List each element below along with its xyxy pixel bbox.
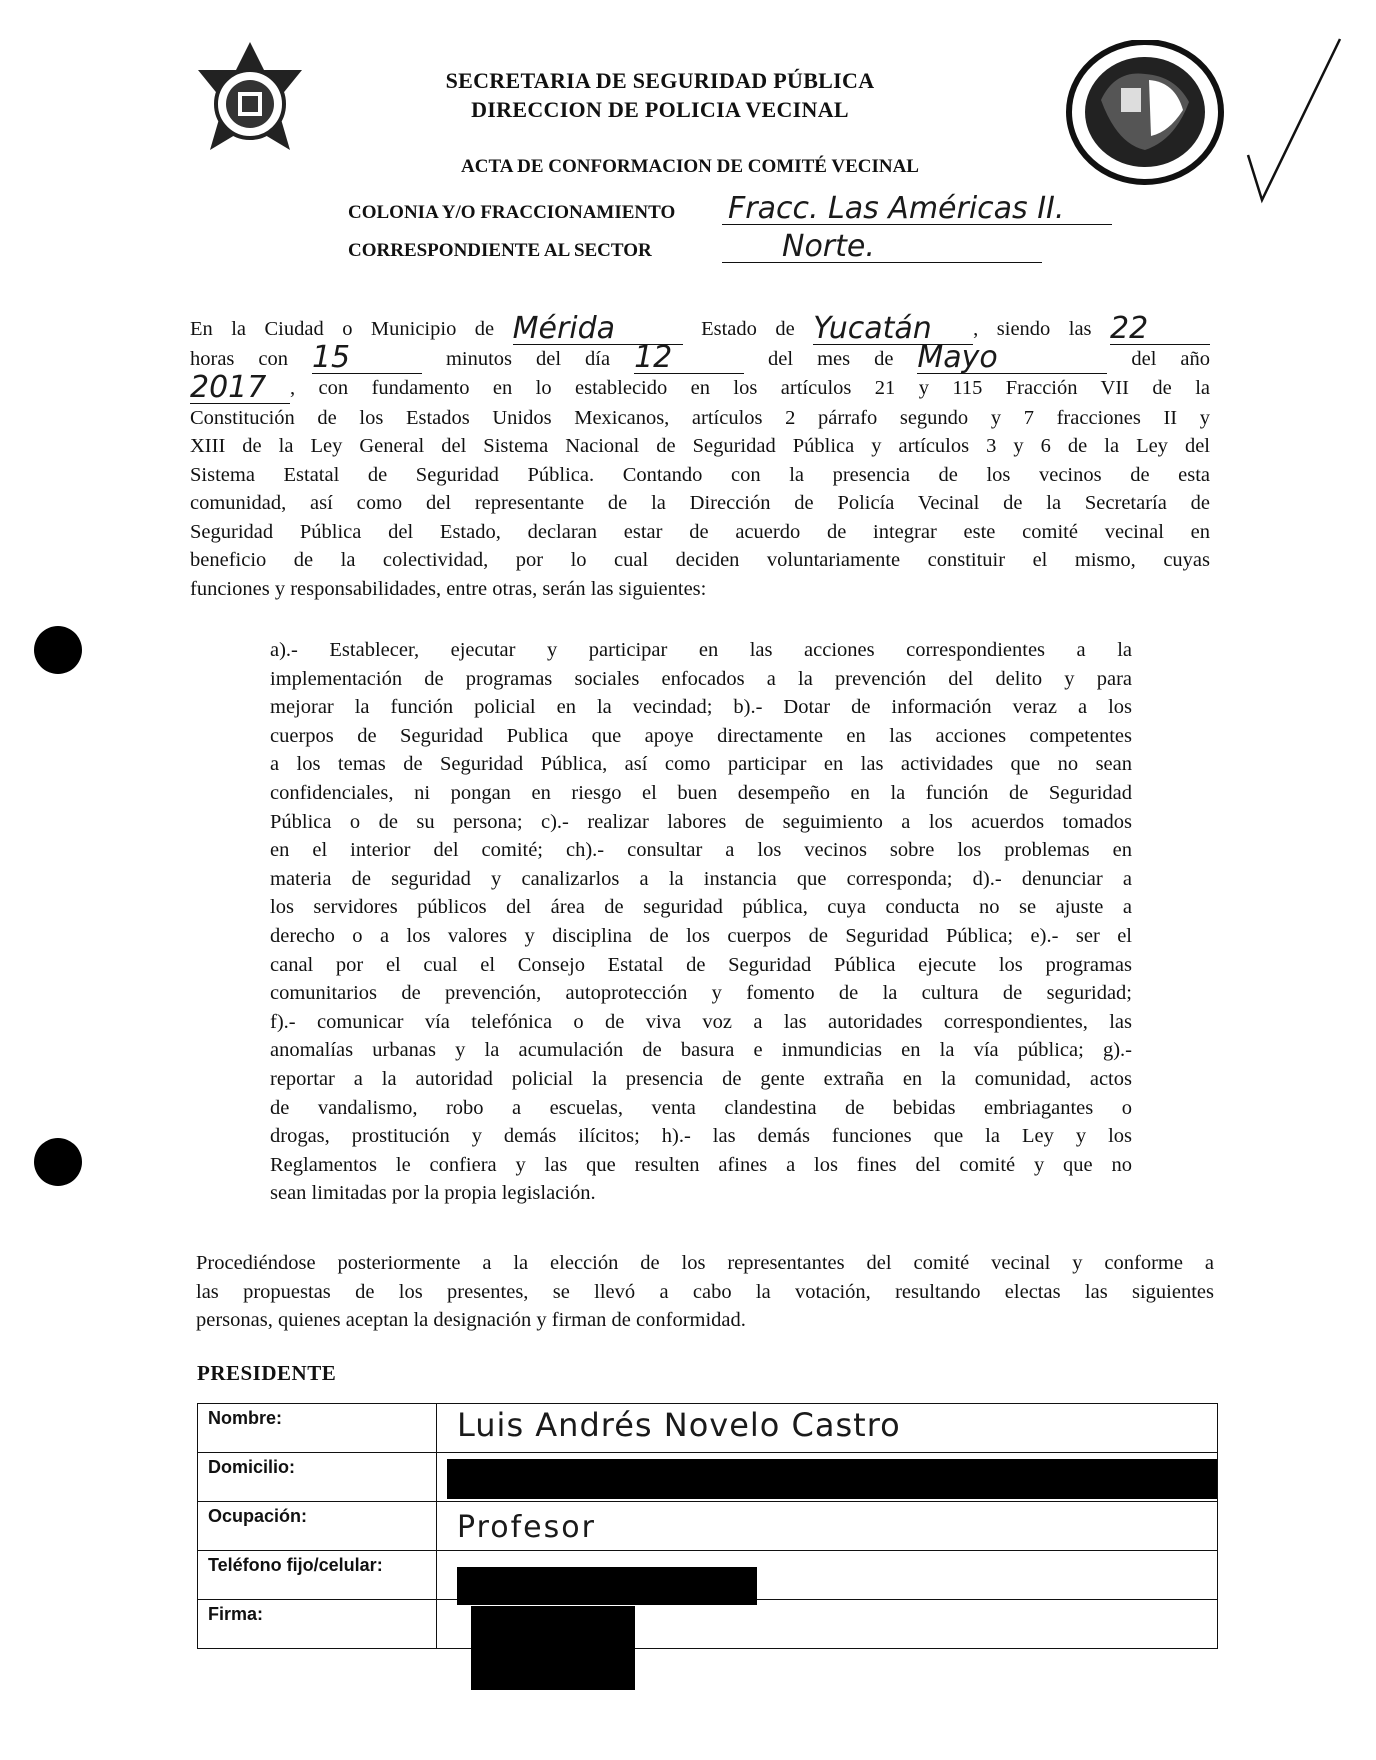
functions-line: de vandalismo, robo a escuelas, venta clandestina de bebidas embriagantes o [270, 1096, 1132, 1119]
telefono-label: Teléfono fijo/celular: [198, 1551, 437, 1600]
nombre-value: Luis Andrés Novelo Castro [457, 1406, 901, 1444]
table-row [198, 1404, 1218, 1453]
nombre-value-cell [437, 1404, 1218, 1453]
dia-field: 12 [634, 345, 744, 375]
domicilio-redaction [447, 1459, 1217, 1499]
functions-line: derecho o a los valores y disciplina de los cuerpos de Seguridad Pública; e).- ser el [270, 924, 1132, 947]
intro-text-line: funciones y responsabilidades, entre otras, serán las siguientes: [190, 577, 707, 600]
functions-line: a).- Establecer, ejecutar y participar en las acciones correspondientes a la [270, 639, 1132, 661]
police-star-logo [190, 40, 310, 180]
municipio-field: Mérida [513, 315, 683, 345]
functions-line: comunitarios de prevención, autoprotección y fomento de la cultura de seguridad; [270, 982, 1132, 1005]
intro-text-line: comunidad, así como del representante de la Dirección de Policía Vecinal de la Secretaría de [190, 492, 1210, 514]
functions-line: sean limitadas por la propia legislación. [270, 1182, 596, 1205]
table-row [198, 1502, 1218, 1551]
intro-text-line: Constitución de los Estados Unidos Mexicanos, artículos 2 párrafo segundo y 7 fracciones II y [190, 406, 1210, 429]
functions-line: reportar a la autoridad policial la presencia de gente extraña en la comunidad, actos [270, 1067, 1132, 1090]
election-paragraph [196, 1249, 1214, 1335]
mes-field: Mayo [917, 345, 1107, 375]
firma-value-cell [437, 1600, 1218, 1649]
sector-field [722, 228, 1042, 263]
firma-label: Firma: [198, 1600, 437, 1649]
telefono-value-cell [437, 1551, 1218, 1600]
functions-paragraph [270, 636, 1132, 1208]
functions-line: confidenciales, ni pongan en riesgo el buen desempeño en la función de Seguridad [270, 781, 1132, 804]
functions-line: implementación de programas sociales enfocados a la prevención del delito y para [270, 667, 1132, 690]
president-heading: PRESIDENTE [197, 1361, 337, 1385]
domicilio-value-cell [437, 1453, 1218, 1502]
intro-text-line: XIII de la Ley General del Sistema Nacional de Seguridad Pública y artículos 3 y 6 de la Ley del [190, 435, 1210, 457]
functions-line: materia de seguridad y canalizarlos a la instancia que corresponda; d).- denunciar a [270, 867, 1132, 890]
intro-text-line: Sistema Estatal de Seguridad Pública. Contando con la presencia de los vecinos de esta [190, 463, 1210, 486]
intro-text-line: Seguridad Pública del Estado, declaran estar de acuerdo de integrar este comité vecinal en [190, 520, 1210, 543]
functions-line: canal por el cual el Consejo Estatal de Seguridad Pública ejecute los programas [270, 953, 1132, 976]
check-mark-icon [1240, 35, 1350, 205]
functions-line: los servidores públicos del área de seguridad pública, cuya conducta no se ajuste a [270, 896, 1132, 919]
ocupacion-value-cell [437, 1502, 1218, 1551]
ocupacion-label: Ocupación: [198, 1502, 437, 1551]
firma-redaction [471, 1606, 635, 1690]
colonia-label: COLONIA Y/O FRACCIONAMIENTO [348, 202, 676, 223]
domicilio-label: Domicilio: [198, 1453, 437, 1502]
horas-field: 22 [1110, 315, 1210, 345]
table-row [198, 1600, 1218, 1649]
anio-field: 2017 [190, 374, 290, 404]
election-line: Procediéndose posteriormente a la elección de los representantes del comité vecinal y conforme a [196, 1252, 1214, 1274]
functions-line: f).- comunicar vía telefónica o de viva voz a las autoridades correspondientes, las [270, 1010, 1132, 1033]
functions-line: en el interior del comité; ch).- consultar a los vecinos sobre los problemas en [270, 839, 1132, 862]
header-line-2: DIRECCION DE POLICIA VECINAL [471, 97, 849, 122]
council-seal-logo [1065, 40, 1225, 185]
act-title: ACTA DE CONFORMACION DE COMITÉ VECINAL [461, 156, 919, 177]
president-table [197, 1403, 1218, 1649]
intro-line-2: horas con 15 minutos del día 12 del mes de Mayo del año [190, 340, 1211, 375]
functions-line: cuerpos de Seguridad Publica que apoye directamente en las acciones competentes [270, 724, 1132, 747]
sector-value: Norte. [782, 229, 875, 264]
functions-line: drogas, prostitución y demás ilícitos; h).- las demás funciones que la Ley y los [270, 1125, 1132, 1148]
binder-hole-bottom [34, 1138, 82, 1186]
intro-line-1: En la Ciudad o Municipio de Mérida Estado de Yucatán , siendo las 22 [190, 315, 1210, 345]
sector-label: CORRESPONDIENTE AL SECTOR [348, 240, 652, 261]
colonia-field [722, 190, 1112, 225]
intro-line-3: 2017 , con fundamento en lo establecido en los artículos 21 y 115 Fracción VII de la [190, 369, 1210, 405]
header-line-1: SECRETARIA DE SEGURIDAD PÚBLICA [445, 68, 875, 93]
binder-hole-top [34, 626, 82, 674]
colonia-value: Fracc. Las Américas II. [728, 191, 1065, 226]
functions-line: Reglamentos le confiera y las que resulten afines a los fines del comité y que no [270, 1153, 1132, 1176]
functions-line: Pública o de su persona; c).- realizar labores de seguimiento a los acuerdos tomados [270, 810, 1132, 833]
ocupacion-value: Profesor [457, 1510, 596, 1545]
estado-field: Yucatán [813, 315, 973, 345]
functions-line: a los temas de Seguridad Pública, así como participar en las actividades que no sean [270, 753, 1132, 776]
election-line: personas, quienes aceptan la designación y firman de conformidad. [196, 1309, 746, 1331]
nombre-label: Nombre: [198, 1404, 437, 1453]
functions-line: mejorar la función policial en la vecindad; b).- Dotar de información veraz a los [270, 696, 1132, 719]
functions-line: anomalías urbanas y la acumulación de basura e inmundicias en la vía pública; g).- [270, 1039, 1132, 1062]
table-row [198, 1453, 1218, 1502]
intro-text-line: beneficio de la colectividad, por lo cual deciden voluntariamente constituir el mismo, cuyas [190, 549, 1210, 571]
minutos-field: 15 [312, 345, 422, 375]
intro-paragraph [190, 310, 1211, 603]
election-line: las propuestas de los presentes, se llevó a cabo la votación, resultando electas las siguientes [196, 1280, 1214, 1303]
table-row [198, 1551, 1218, 1600]
